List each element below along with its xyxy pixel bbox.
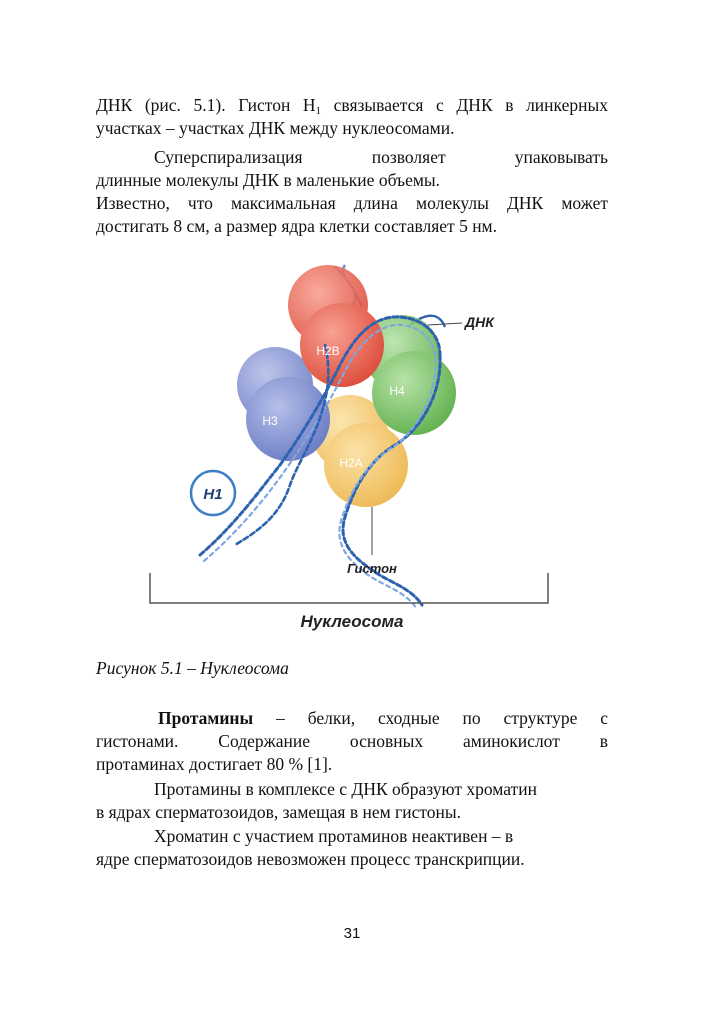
- paragraph-2-line-2: длинные молекулы ДНК в маленькие объемы.: [96, 170, 441, 190]
- paragraph-5-line-1: Протамины в комплексе с ДНК образуют хроматин: [154, 779, 537, 799]
- label-h1: H1: [203, 486, 223, 503]
- page-number: 31: [343, 925, 361, 942]
- figure-caption: Рисунок 5.1 – Нуклеосома: [96, 658, 289, 678]
- histone-h4: [372, 351, 456, 435]
- label-dna: ДНК: [465, 314, 494, 330]
- paragraph-3: [96, 192, 608, 238]
- paragraph-1: [96, 94, 608, 140]
- paragraph-4-line-2: гистонами. Содержание основных аминокислот в: [96, 731, 608, 751]
- paragraph-5-line-2: в ядрах сперматозоидов, замещая в нем гистоны.: [96, 802, 462, 822]
- nucleosome-figure: [140, 255, 560, 640]
- histone-h2a: [324, 423, 408, 507]
- label-h3: H3: [262, 414, 278, 428]
- paragraph-2: [96, 146, 608, 192]
- paragraph-4: [96, 707, 608, 776]
- label-nucleosome: Нуклеосома: [300, 612, 404, 631]
- paragraph-2-line-1: Суперспирализация позволяет упаковывать: [154, 147, 608, 167]
- paragraph-4-line-1: Протамины – белки, сходные по структуре с: [158, 708, 608, 728]
- paragraph-4-line-3: протаминах достигает 80 % [1].: [96, 754, 333, 774]
- label-histone: Гистон: [347, 561, 397, 576]
- label-h2a: H2A: [339, 456, 363, 470]
- paragraph-3-line-2: достигать 8 см, а размер ядра клетки составляет 5 нм.: [96, 216, 498, 236]
- paragraph-6-line-1: Хроматин с участием протаминов неактивен – в: [154, 826, 514, 846]
- histone-h3: [246, 377, 330, 461]
- paragraph-5: [96, 778, 608, 824]
- paragraph-1-line-1: ДНК (рис. 5.1). Гистон $H_1$ связывается с ДНК в линкерных: [96, 95, 608, 117]
- label-h4: H4: [389, 384, 405, 398]
- paragraph-6-line-2: ядре сперматозоидов невозможен процесс транскрипции.: [96, 849, 525, 869]
- paragraph-3-line-1: Известно, что максимальная длина молекулы ДНК может: [96, 193, 608, 213]
- term-protamines: Протамины: [158, 708, 254, 728]
- label-h2b: H2B: [316, 344, 340, 358]
- paragraph-6: [96, 825, 608, 871]
- histone-h2b: [300, 303, 384, 387]
- nucleosome-bracket: [150, 573, 548, 603]
- paragraph-1-line-2: участках – участках ДНК между нуклеосомами.: [96, 118, 455, 138]
